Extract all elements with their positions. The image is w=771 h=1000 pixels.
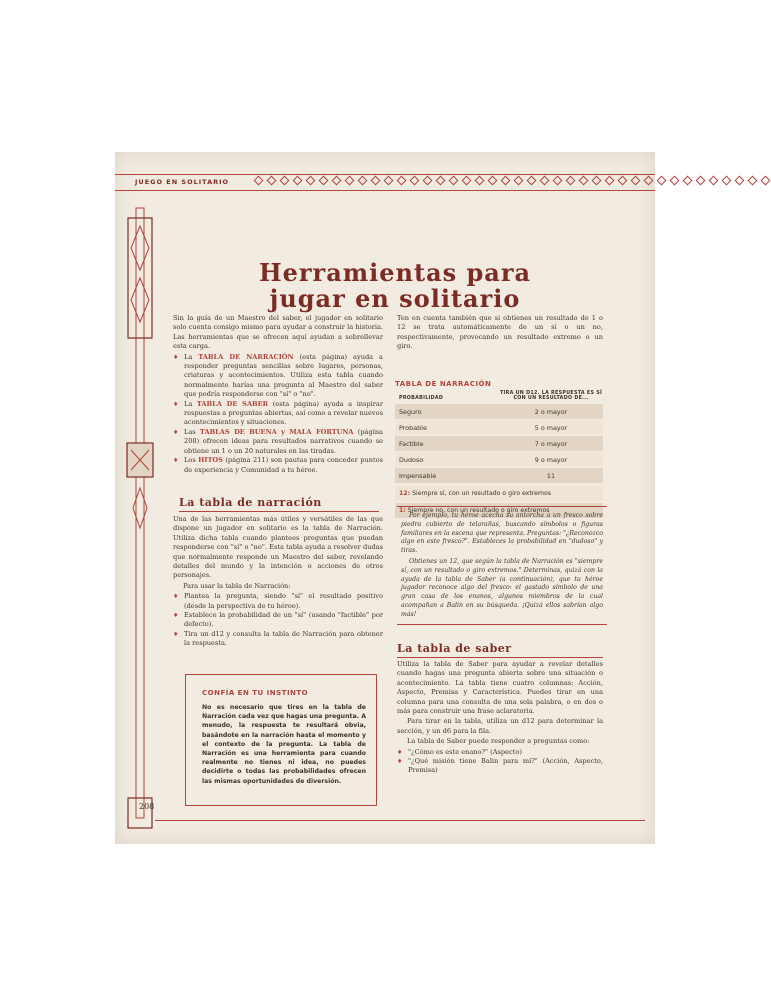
example-paragraph: Por ejemplo, tu héroe acecha su antorcha a un fresco sobre piedra cubierto de telarañas, buscando símbolos o figuras familiares en la escena que representa. Preguntas: "¿Reconozco algo en este fresco?". Estableces la probabilidad en "dudoso" y tiras. <box>401 512 603 555</box>
lore-paragraph: La tabla de Saber puede responder a preguntas como: <box>407 737 590 746</box>
step-item: ♦ Plantea la pregunta, siendo "sí" el resultado positivo (desde la perspectiva de tu héroe). <box>173 592 383 610</box>
intro-bullet: ♦ La TABLA DE SABER (esta página) ayuda a inspirar respuestas a preguntas abiertas, así como a revelar nuevos acontecimientos y situaciones. <box>173 399 383 427</box>
intro-bullet: ♦ Las TABLAS DE BUENA y MALA FORTUNA (página 208) ofrecen ideas para resultados narrativos cuando se obtiene un 1 o un 20 naturales en las tiradas. <box>173 427 383 455</box>
diamond-bullet-icon: ♦ <box>173 400 179 408</box>
step-item: ♦ Establece la probabilidad de un "sí" (usando "factible" por defecto). <box>173 611 383 629</box>
diamond-bullet-icon: ♦ <box>397 758 403 766</box>
heading-rule <box>179 511 379 512</box>
column-header: PROBABILIDAD <box>399 396 444 401</box>
decorative-pillar-icon <box>125 188 155 838</box>
table-title: TABLA DE NARRACIÓN <box>395 380 492 388</box>
step-item: ♦ Tira un d12 y consulta la tabla de Narración para obtener la respuesta. <box>173 629 383 648</box>
table-row: Factible 7 o mayor <box>395 436 603 452</box>
example-top-rule <box>397 506 607 507</box>
table-row: Seguro 2 o mayor <box>395 404 603 420</box>
narration-block <box>173 515 383 649</box>
instinct-box <box>185 674 377 806</box>
table-row: Probable 5 o mayor <box>395 420 603 436</box>
lore-example: ♦ "¿Cómo es este enano?" (Aspecto) <box>397 747 522 756</box>
section-label: JUEGO EN SOLITARIO <box>131 178 233 186</box>
intro-bullet: ♦ La TABLA DE NARRACIÓN (esta página) ayuda a responder preguntas sencillas sobre lugares, personas, criaturas y acontecimientos. Utiliza esta tabla cuando normalmente harías una pregunta al Maestro del saber que podría responderse con "sí" o "no". <box>173 352 383 399</box>
example-bottom-rule <box>397 624 607 625</box>
intro-paragraph: Sin la guía de un Maestro del saber, el jugador en solitario solo cuenta consigo mismo para ayudar a construir la historia. Las herramientas que se ofrecen aquí ayudan a sobrellevar esta carga. <box>173 314 383 351</box>
table-note-1: 1: Siempre no, con un resultado o giro extremos <box>395 503 603 518</box>
table-row: Dudoso 9 o mayor <box>395 452 603 468</box>
intro-bullet: ♦ Los HITOS (página 211) son pautas para conceder puntos de experiencia y Comunidad a tu héroe. <box>173 456 383 474</box>
diamond-bullet-icon: ♦ <box>173 630 179 638</box>
page-title-line1: Herramientas para <box>258 258 532 287</box>
instinct-box-body: No es necesario que tires en la tabla de Narración cada vez que hagas una pregunta. A menudo, la respuesta te resultará obvia, basándote en la narración hasta el momento y el contexto de la pregunta. La tabla de Narración es una herramienta para cuando realmente no tienes ni idea, no puedes decidirte o todas las probabilidades ofrecen las mismas oportunidades de diversión. <box>202 704 366 785</box>
diamond-bullet-icon: ♦ <box>173 593 179 601</box>
lore-example: ♦ "¿Qué misión tiene Balin para mí?" (Acción, Aspecto, Premisa) <box>397 757 603 775</box>
diamond-bullet-icon: ♦ <box>173 353 179 361</box>
page-title-line2: jugar en solitario <box>269 284 521 313</box>
narration-heading: La tabla de narración <box>179 496 322 509</box>
lore-heading: La tabla de saber <box>397 642 512 655</box>
example-paragraph: Obtienes un 12, que según la tabla de Narración es "siempre sí, con un resultado o giro extremos." Determinas, quizá con la ayuda de la tabla de Saber (a continuación), que tu héroe jugador reconoce algo del fresco: el gastado símbolo de una gran casa de los enanos, algunos miembros de la cual acompañan a Balin en su búsqueda. ¡Quizá ellos sabrían algo más! <box>401 557 603 618</box>
table-note-12: 12: Siempre sí, con un resultado o giro extremos <box>395 486 603 501</box>
column-header: TIRA UN D12. LA RESPUESTA ES SÍ CON UN RESULTADO DE... <box>499 391 603 401</box>
lore-paragraph: Utiliza la tabla de Saber para ayudar a revelar detalles cuando hagas una pregunta abierta sobre una situación o acontecimiento. La tabla tiene cuatro columnas: Acción, Aspecto, Premisa y Característica. Puedes tirar en una columna para una consulta de una sola palabra, o en dos o más para construir una frase aclaratoria. <box>397 660 603 716</box>
table-header <box>395 391 603 401</box>
diamond-bullet-icon: ♦ <box>397 748 403 756</box>
lore-block <box>397 660 603 776</box>
narration-paragraph: Una de las herramientas más útiles y versátiles de las que dispone un jugador en solitario es la tabla de Narración. Utiliza dicha tabla cuando plantees preguntas que puedan responderse con "sí" o "no". Esta tabla ayuda a resolver dudas que normalmente responde un Maestro del saber, revelando detalles del mundo y la intención o acciones de otros personajes. <box>173 515 383 580</box>
narration-table <box>395 380 603 518</box>
header-ornament <box>115 160 655 188</box>
narration-instructions: Para usar la tabla de Narración: <box>183 581 291 590</box>
example-block <box>397 512 607 622</box>
intro-block <box>173 314 383 475</box>
diamond-bullet-icon: ♦ <box>173 457 179 465</box>
bottom-rule <box>155 820 645 821</box>
page-number: 208 <box>139 802 155 811</box>
diamond-bullet-icon: ♦ <box>173 612 179 620</box>
table-row: Impensable 11 <box>395 468 603 484</box>
lore-paragraph: Para tirar en la tabla, utiliza un d12 para determinar la sección, y un d6 para la fila. <box>397 717 603 735</box>
instinct-box-title: CONFÍA EN TU INSTINTO <box>202 689 309 697</box>
diamond-bullet-icon: ♦ <box>173 428 179 436</box>
heading-rule <box>397 657 603 658</box>
right-intro: Ten en cuenta también que si obtienes un resultado de 1 o 12 se trata automáticamente de un sí o un no, respectivamente, provocando un resultado extremo o un giro. <box>397 314 603 351</box>
book-page <box>115 152 655 844</box>
